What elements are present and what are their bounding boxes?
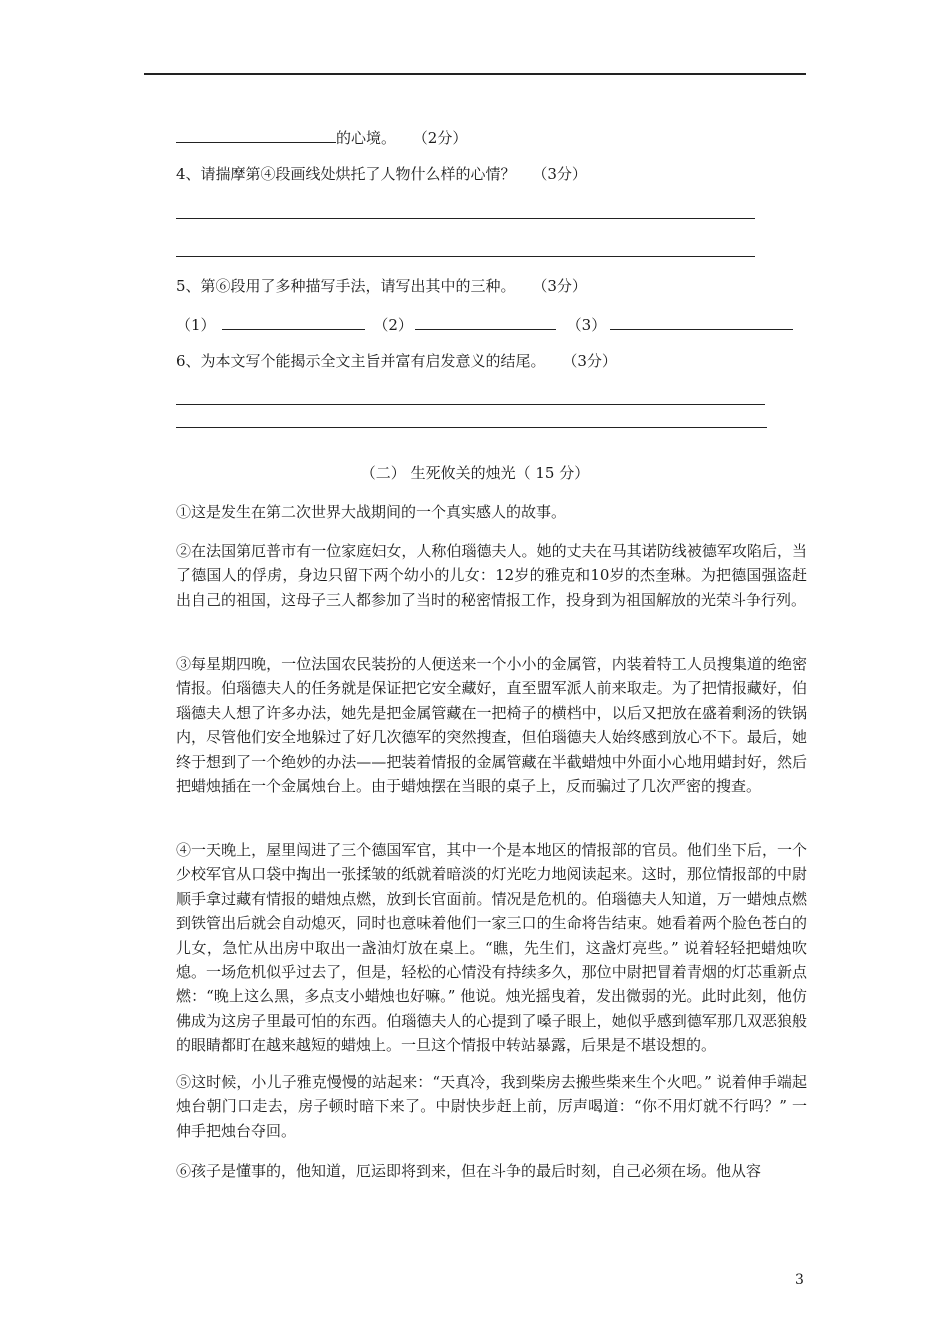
answer-blank[interactable]: [176, 127, 336, 143]
header-rule: [144, 73, 806, 75]
paragraph-6: ⑥孩子是懂事的，他知道，厄运即将到来，但在斗争的最后时刻，自己必须在场。他从容: [176, 1162, 762, 1180]
paragraph-3: ③每星期四晚，一位法国农民装扮的人便送来一个小小的金属管，内装着特工人员搜集道的绝密情报。伯瑙德夫人的任务就是保证把它安全藏好，直至盟军派人前来取走。为了把情报藏好，伯瑙德夫人想了许多办法，她先是把金属管藏在一把椅子的横档中，以后又把放在盛着剩汤的铁锅内，尽管他们安全地躲过了好几次德军的突然搜查，但伯瑙德夫人始终感到放心不下。最后，她终于想到了一个绝妙的办法——把装着情报的金属管藏在半截蜡烛中外面小心地用蜡封好，然后把蜡烛插在一个金属烛台上。由于蜡烛摆在当眼的桌子上，反而骗过了几次严密的搜查。: [176, 655, 807, 796]
answer-line[interactable]: [176, 218, 755, 219]
question-6: [176, 351, 617, 371]
question-4: [176, 164, 587, 184]
question-5-score: （3分）: [532, 277, 587, 295]
paragraph-2: ②在法国第厄普市有一位家庭妇女，人称伯瑙德夫人。她的丈夫在马其诺防线被德军攻陷后，当了德国人的俘虏，身边只留下两个幼小的儿女：12岁的雅克和10岁的杰奎琳。为把德国强盗赶出自己的祖国，这母子三人都参加了当时的秘密情报工作，投身到为祖国解放的光荣斗争行列。: [176, 542, 807, 609]
answer-label-2: （2）: [373, 316, 413, 334]
question-6-text: 6、为本文写个能揭示全文主旨并富有启发意义的结尾。: [176, 352, 546, 370]
question-6-score: （3分）: [562, 352, 617, 370]
question-4-text: 4、请揣摩第④段画线处烘托了人物什么样的心情？: [176, 165, 516, 183]
answer-line[interactable]: [176, 427, 767, 428]
question-5: [176, 276, 587, 296]
question-3-score: （2分）: [412, 129, 468, 147]
question-5-answers: [176, 314, 793, 335]
paragraph-4: ④一天晚上，屋里闯进了三个德国军官，其中一个是本地区的情报部的官员。他们坐下后，一个少校军官从口袋中掏出一张揉皱的纸就着暗淡的灯光吃力地阅读起来。这时，那位情报部的中尉顺手拿过藏有情报的蜡烛点燃，放到长官面前。情况是危机的。伯瑙德夫人知道，万一蜡烛点燃到铁管出后就会自动熄灭，同时也意味着他们一家三口的生命将告结束。她看着两个脸色苍白的儿女，急忙从出房中取出一盏油灯放在桌上。“瞧，先生们，这盏灯亮些。” 说着轻轻把蜡烛吹熄。一场危机似乎过去了，但是，轻松的心情没有持续多久，那位中尉把冒着青烟的灯芯重新点燃：“晚上这么黑，多点支小蜡烛也好嘛。” 他说。烛光摇曳着，发出微弱的光。此时此刻，他仿佛成为这房子里最可怕的东西。伯瑙德夫人的心提到了嗓子眼上，她似乎感到德军那几双恶狼般的眼睛都盯在越来越短的蜡烛上。一旦这个情报中转站暴露，后果是不堪设想的。: [176, 841, 807, 1055]
paragraph-5: ⑤这时候，小儿子雅克慢慢的站起来：“天真冷，我到柴房去搬些柴来生个火吧。” 说着伸手端起烛台朝门口走去，房子顿时暗下来了。中尉快步赶上前，厉声喝道：“你不用灯就不行吗？” 一伸手把烛台夺回。: [176, 1073, 807, 1140]
paragraph-1: ①这是发生在第二次世界大战期间的一个真实感人的故事。: [176, 503, 567, 521]
answer-line[interactable]: [176, 404, 765, 405]
answer-label-3: （3）: [566, 316, 607, 334]
answer-blank-3[interactable]: [610, 314, 793, 330]
answer-blank-1[interactable]: [222, 314, 365, 330]
section-title: （二） 生死攸关的烛光（ 15 分）: [360, 464, 590, 482]
answer-label-1: （1）: [176, 316, 216, 334]
question-3-tail: [176, 127, 467, 148]
question-5-text: 5、第⑥段用了多种描写手法，请写出其中的三种。: [176, 277, 516, 295]
answer-blank-2[interactable]: [415, 314, 556, 330]
question-3-suffix: 的心境。: [336, 129, 397, 147]
question-4-score: （3分）: [532, 165, 587, 183]
page-number: 3: [795, 1272, 804, 1288]
answer-line[interactable]: [176, 256, 755, 257]
